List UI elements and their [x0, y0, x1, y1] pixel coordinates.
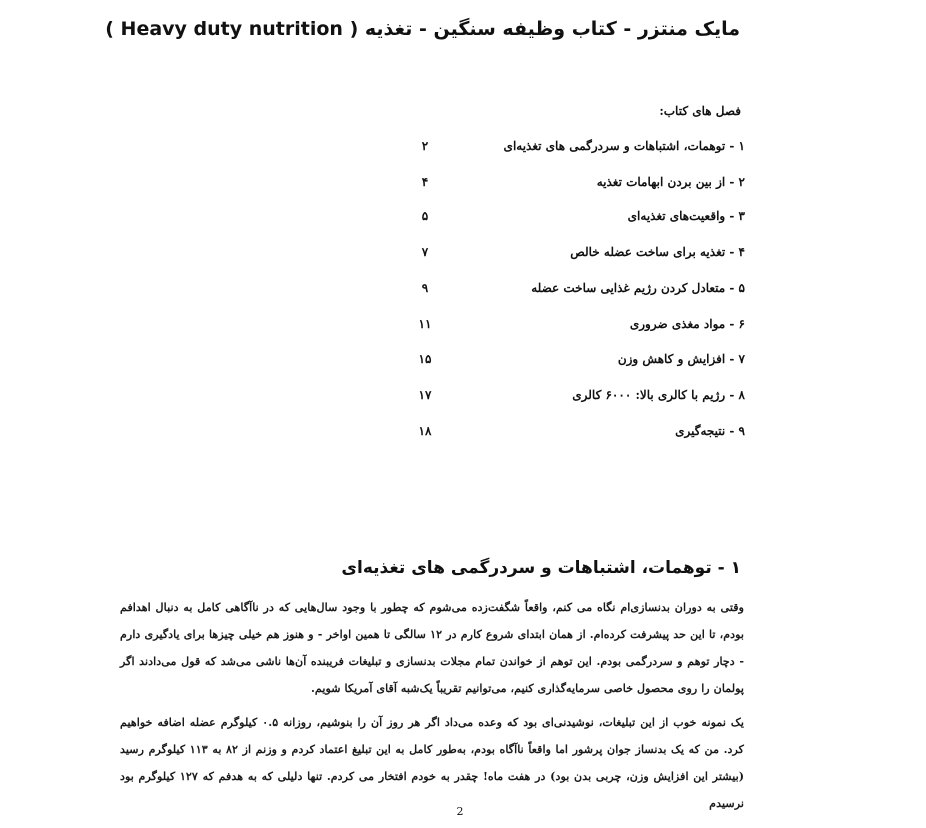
toc-entry [410, 139, 745, 161]
body-paragraph: وقتی به دوران بدنسازی‌ام نگاه می کنم، واقعاً شگفت‌زده می‌شوم که چطور با وجود سال‌هایی که در ناآگاهی کامل به دنبال اهدافم بودم، تا این حد پیشرفت کرده‌ام. از همان ابتدای شروع کارم در ۱۲ سالگی تا همین اواخر - و هنوز هم خیلی چیزها برای یادگیری دارم - دچار توهم و سردرگمی بودم. این توهم از خواندن تمام مجلات بدنسازی و تبلیغات فریبنده آن‌ها ناشی می‌شد که قول می‌دادند اگر پولمان را روی محصول خاصی سرمایه‌گذاری کنیم، می‌توانیم تقریباً یک‌شبه آقای آمریکا شویم. [120, 600, 744, 695]
toc-heading: فصل های کتاب: [659, 104, 741, 118]
toc-entry-title: ۴ - تغذیه برای ساخت عضله خالص [570, 245, 745, 259]
toc-entry-title: ۵ - متعادل کردن رژیم غذایی ساخت عضله [531, 281, 745, 295]
toc-entry [410, 245, 745, 267]
toc-entry-title: ۶ - مواد مغذی ضروری [629, 317, 745, 331]
toc-entry [410, 388, 745, 410]
toc-entry-page: ۱۸ [418, 424, 432, 438]
toc-entry-page: ۱۵ [418, 352, 432, 366]
toc-entry-title: ۱ - توهمات، اشتباهات و سردرگمی های تغذیه‌ای [503, 139, 745, 153]
toc-entry-title: ۸ - رژیم با کالری بالا: ۶۰۰۰ کالری [572, 388, 745, 402]
toc-entry [410, 209, 745, 231]
toc-entry [410, 352, 745, 374]
body-paragraph: یک نمونه خوب از این تبلیغات، نوشیدنی‌ای بود که وعده می‌داد اگر هر روز آن را بنوشیم، روزانه ۰.۵ کیلوگرم عضله اضافه خواهیم کرد. من که یک بدنساز جوان پرشور اما واقعاً ناآگاه بودم، به‌طور کامل به این تبلیغ اعتماد کردم و وزنم از ۸۲ به ۱۱۳ کیلوگرم رسید (بیشتر این افزایش وزن، چربی بدن بود) در هفت ماه! چقدر به خودم افتخار می کردم. تنها دلیلی که به هدفم که ۱۲۷ کیلوگرم بود نرسیدم [120, 715, 744, 810]
toc-entry-page: ۵ [421, 209, 429, 223]
section-heading: ۱ - توهمات، اشتباهات و سردرگمی های تغذیه‌ای [341, 558, 741, 578]
toc-entry-page: ۹ [421, 281, 429, 295]
toc-entry-title: ۲ - از بین بردن ابهامات تغذیه [596, 175, 745, 189]
toc-entry-page: ۲ [421, 139, 429, 153]
toc-entry-page: ۴ [421, 175, 429, 189]
toc-entry [410, 175, 745, 197]
toc-entry [410, 281, 745, 303]
toc-entry-page: ۷ [421, 245, 429, 259]
toc-entry-page: ۱۷ [418, 388, 432, 402]
page-number: 2 [456, 805, 464, 818]
toc-entry-title: ۷ - افزایش و کاهش وزن [617, 352, 745, 366]
toc-entry-title: ۳ - واقعیت‌های تغذیه‌ای [627, 209, 745, 223]
document-title: مایک منتزر - کتاب وظیفه سنگین - تغذیه ( Heavy duty nutrition ) [105, 18, 740, 40]
toc-entry-title: ۹ - نتیجه‌گیری [675, 424, 745, 438]
toc-entry-page: ۱۱ [418, 317, 432, 331]
toc-entry [410, 424, 745, 446]
toc-entry [410, 317, 745, 339]
